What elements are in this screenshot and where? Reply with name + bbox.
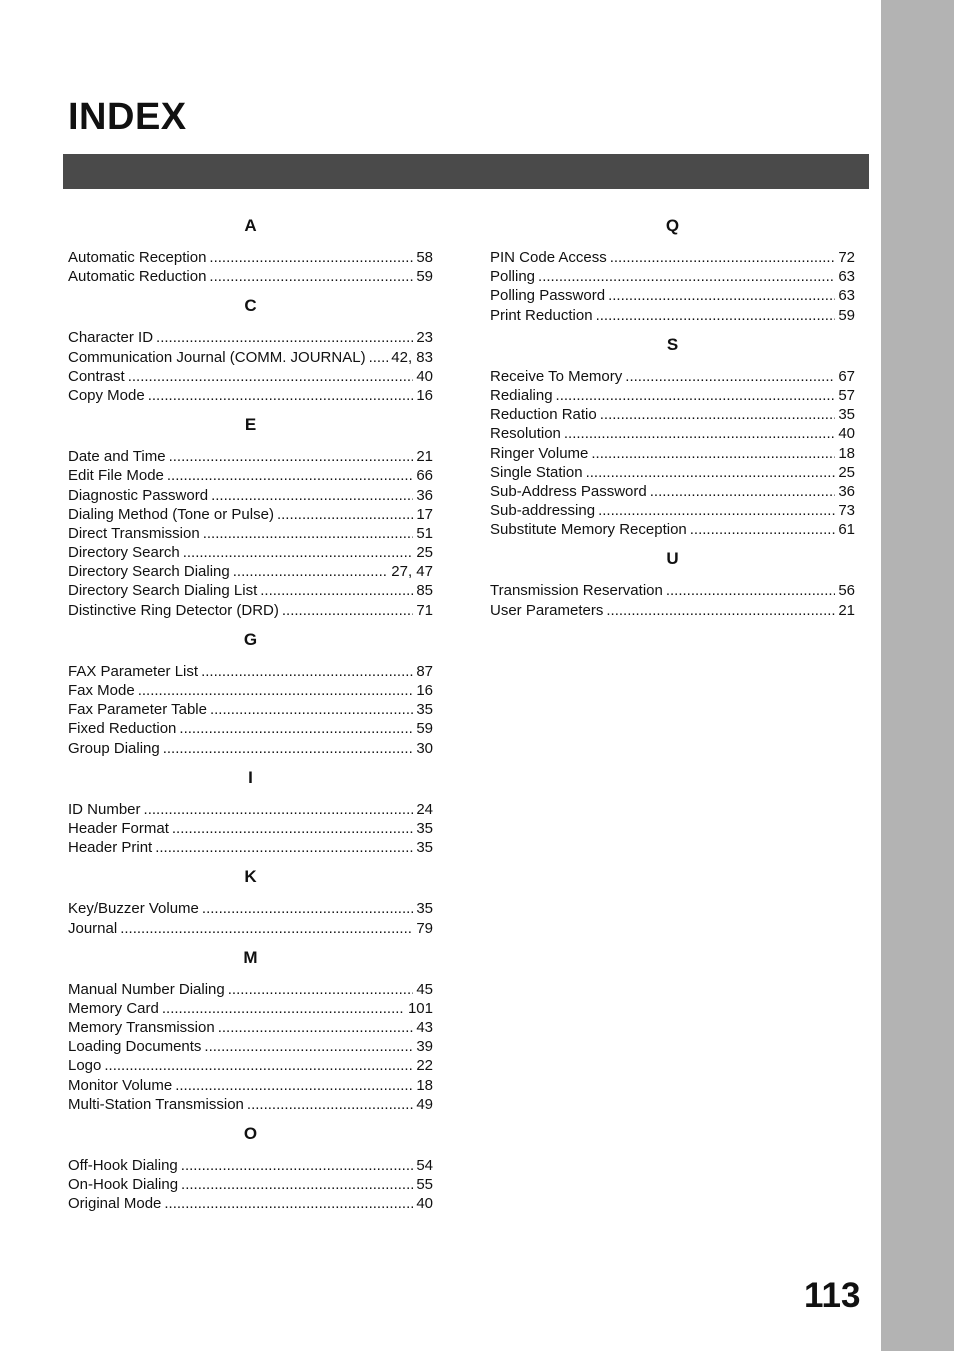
leader-dots [181, 1156, 414, 1175]
entry-label: Edit File Mode [68, 467, 164, 485]
leader-dots [209, 248, 413, 267]
leader-dots [183, 543, 414, 562]
index-entry [68, 800, 433, 819]
leader-dots [209, 267, 413, 286]
entry-label: Journal [68, 919, 118, 937]
leader-dots [167, 466, 413, 485]
leader-dots [608, 286, 835, 305]
index-section-k [68, 865, 433, 937]
entry-page: 16 [416, 682, 433, 699]
leader-dots [690, 520, 836, 539]
leader-dots [163, 739, 414, 758]
entry-label: Dialing Method (Tone or Pulse) [68, 505, 274, 523]
entry-page: 54 [416, 1157, 433, 1174]
entry-page: 73 [838, 502, 855, 520]
index-entry [68, 1037, 433, 1056]
leader-dots [155, 838, 413, 857]
index-entry [490, 267, 855, 286]
index-section-i [68, 766, 433, 858]
index-entry [490, 286, 855, 305]
index-entry [490, 306, 855, 325]
index-entry [68, 1175, 433, 1194]
index-entry [68, 466, 433, 485]
entry-label: Ringer Volume [490, 444, 589, 462]
index-entry [68, 447, 433, 466]
entry-page: 63 [838, 268, 855, 286]
entry-page: 56 [838, 582, 855, 600]
index-entry [490, 482, 855, 501]
entry-page: 40 [416, 367, 433, 385]
entry-page: 35 [416, 819, 433, 837]
leader-dots [586, 463, 836, 482]
index-entry [68, 1018, 433, 1037]
entry-label: Fax Mode [68, 682, 135, 699]
entry-label: Transmission Reservation [490, 582, 663, 600]
entry-label: Manual Number Dialing [68, 980, 225, 998]
entry-label: User Parameters [490, 601, 604, 619]
entry-label: Character ID [68, 329, 154, 347]
index-section-e [68, 413, 433, 620]
index-entry [490, 248, 855, 267]
leader-dots [144, 800, 414, 819]
entry-page: 40 [416, 1195, 433, 1213]
index-entry [490, 444, 855, 463]
index-section-g [68, 628, 433, 758]
index-entry [490, 501, 855, 520]
index-entry [68, 581, 433, 600]
entry-page: 42, 83 [391, 348, 433, 366]
leader-dots [164, 1194, 413, 1213]
index-entry [68, 248, 433, 267]
leader-dots [138, 681, 414, 700]
index-entry [68, 700, 433, 719]
index-section-s [490, 333, 855, 540]
entry-label: Directory Search [68, 544, 180, 562]
index-entry [490, 463, 855, 482]
index-entry [68, 838, 433, 857]
leader-dots [606, 601, 835, 620]
entry-label: Fax Parameter Table [68, 701, 207, 719]
leader-dots [538, 267, 835, 286]
entry-page: 36 [416, 486, 433, 504]
title-bar [63, 154, 869, 189]
index-entry [68, 1076, 433, 1095]
entry-label: Monitor Volume [68, 1076, 173, 1094]
entry-page: 63 [838, 287, 855, 305]
side-band [881, 0, 954, 1351]
entry-page: 58 [416, 249, 433, 266]
index-entry [490, 581, 855, 600]
entry-label: Memory Transmission [68, 1019, 215, 1037]
entry-label: Original Mode [68, 1195, 162, 1213]
entry-page: 57 [838, 386, 855, 404]
entry-label: Sub-addressing [490, 502, 596, 520]
index-entry [68, 348, 433, 367]
leader-dots [598, 501, 835, 520]
entry-page: 16 [416, 386, 433, 404]
entry-page: 87 [416, 662, 433, 680]
leader-dots [596, 306, 836, 325]
entry-page: 72 [838, 249, 855, 266]
entry-page: 59 [416, 720, 433, 738]
index-entry [490, 601, 855, 620]
entry-page: 21 [416, 448, 433, 466]
entry-label: Fixed Reduction [68, 720, 177, 738]
entry-label: Automatic Reduction [68, 268, 207, 286]
entry-page: 49 [416, 1095, 433, 1113]
leader-dots [564, 424, 835, 443]
index-entry [68, 1194, 433, 1213]
entry-page: 55 [416, 1176, 433, 1194]
index-entry [68, 386, 433, 405]
entry-page: 61 [838, 521, 855, 539]
entry-page: 35 [416, 839, 433, 857]
index-entry [68, 719, 433, 738]
entry-label: Distinctive Ring Detector (DRD) [68, 601, 279, 619]
entry-page: 101 [407, 999, 433, 1017]
entry-page: 25 [416, 544, 433, 562]
index-section-o [68, 1122, 433, 1214]
entry-label: Receive To Memory [490, 367, 623, 385]
entry-page: 85 [416, 582, 433, 600]
index-entry [68, 1095, 433, 1114]
entry-label: On-Hook Dialing [68, 1176, 179, 1194]
leader-dots [175, 1076, 413, 1095]
leader-dots [204, 1037, 413, 1056]
index-entry [68, 980, 433, 999]
index-column-left [68, 214, 433, 1222]
entry-page: 30 [416, 739, 433, 757]
page-number: 113 [804, 1276, 861, 1315]
entry-label: Substitute Memory Reception [490, 521, 687, 539]
entry-page: 27, 47 [391, 563, 433, 581]
entry-page: 25 [838, 463, 855, 481]
entry-label: Diagnostic Password [68, 486, 209, 504]
leader-dots [211, 486, 413, 505]
index-entry [490, 405, 855, 424]
entry-page: 43 [416, 1019, 433, 1037]
entry-page: 35 [416, 900, 433, 918]
leader-dots [233, 562, 389, 581]
leader-dots [369, 348, 389, 367]
leader-dots [181, 1175, 413, 1194]
index-entry [68, 919, 433, 938]
entry-page: 39 [416, 1038, 433, 1056]
section-letter: E [244, 415, 257, 435]
entry-page: 22 [416, 1057, 433, 1075]
entry-label: Directory Search Dialing List [68, 582, 258, 600]
leader-dots [162, 999, 405, 1018]
leader-dots [228, 980, 414, 999]
index-entry [68, 524, 433, 543]
entry-page: 23 [416, 329, 433, 347]
section-letter: U [666, 549, 679, 569]
leader-dots [218, 1018, 414, 1037]
section-letter: S [666, 334, 679, 354]
index-column-right [490, 214, 855, 628]
entry-label: Header Print [68, 839, 153, 857]
entry-page: 79 [416, 919, 433, 937]
index-section-c [68, 294, 433, 405]
index-entry [68, 505, 433, 524]
index-entry [68, 486, 433, 505]
leader-dots [120, 919, 413, 938]
index-section-a [68, 214, 433, 286]
leader-dots [156, 328, 413, 347]
leader-dots [201, 662, 413, 681]
index-entry [68, 367, 433, 386]
page-title: INDEX [68, 96, 187, 138]
entry-label: Loading Documents [68, 1038, 202, 1056]
leader-dots [169, 447, 414, 466]
entry-label: Key/Buzzer Volume [68, 900, 199, 918]
entry-page: 59 [838, 306, 855, 324]
section-letter: K [244, 867, 257, 887]
entry-label: Contrast [68, 367, 125, 385]
index-entry [68, 601, 433, 620]
index-entry [490, 424, 855, 443]
entry-page: 18 [416, 1076, 433, 1094]
section-letter: G [243, 629, 258, 649]
entry-label: Header Format [68, 819, 169, 837]
entry-label: Copy Mode [68, 386, 145, 404]
index-entry [68, 662, 433, 681]
entry-label: Group Dialing [68, 739, 160, 757]
entry-page: 45 [416, 980, 433, 998]
leader-dots [625, 367, 835, 386]
leader-dots [610, 248, 836, 267]
entry-page: 36 [838, 482, 855, 500]
entry-label: Polling Password [490, 287, 606, 305]
leader-dots [179, 719, 413, 738]
leader-dots [247, 1095, 413, 1114]
leader-dots [282, 601, 413, 620]
leader-dots [172, 819, 413, 838]
index-section-u [490, 547, 855, 619]
index-entry [68, 999, 433, 1018]
entry-label: Date and Time [68, 448, 166, 466]
index-entry [68, 543, 433, 562]
leader-dots [128, 367, 414, 386]
leader-dots [202, 899, 413, 918]
section-letter: I [248, 767, 253, 787]
entry-label: Sub-Address Password [490, 482, 647, 500]
section-letter: M [243, 947, 258, 967]
leader-dots [600, 405, 836, 424]
entry-label: PIN Code Access [490, 249, 607, 266]
leader-dots [104, 1056, 413, 1075]
entry-label: Direct Transmission [68, 524, 200, 542]
leader-dots [260, 581, 413, 600]
entry-label: FAX Parameter List [68, 662, 199, 680]
entry-page: 17 [416, 505, 433, 523]
entry-label: Redialing [490, 386, 553, 404]
index-section-m [68, 946, 433, 1114]
leader-dots [591, 444, 835, 463]
index-entry [68, 819, 433, 838]
entry-label: Single Station [490, 463, 583, 481]
leader-dots [203, 524, 414, 543]
entry-page: 18 [838, 444, 855, 462]
entry-label: Off-Hook Dialing [68, 1157, 178, 1174]
entry-label: Automatic Reception [68, 249, 207, 266]
index-entry [68, 267, 433, 286]
entry-label: Polling [490, 268, 536, 286]
entry-page: 35 [838, 406, 855, 424]
entry-label: Memory Card [68, 999, 159, 1017]
entry-page: 24 [416, 800, 433, 818]
index-entry [68, 1156, 433, 1175]
index-entry [68, 1056, 433, 1075]
entry-label: Reduction Ratio [490, 406, 597, 424]
index-entry [68, 899, 433, 918]
entry-page: 59 [416, 268, 433, 286]
entry-page: 21 [838, 601, 855, 619]
entry-page: 66 [416, 467, 433, 485]
entry-label: ID Number [68, 800, 141, 818]
index-entry [68, 739, 433, 758]
entry-page: 71 [416, 601, 433, 619]
index-entry [68, 328, 433, 347]
entry-page: 35 [416, 701, 433, 719]
leader-dots [210, 700, 413, 719]
index-entry [490, 520, 855, 539]
entry-label: Print Reduction [490, 306, 593, 324]
section-letter: C [244, 296, 257, 316]
leader-dots [556, 386, 836, 405]
index-section-q [490, 214, 855, 325]
leader-dots [666, 581, 835, 600]
leader-dots [148, 386, 414, 405]
index-entry [490, 386, 855, 405]
entry-label: Communication Journal (COMM. JOURNAL) [68, 348, 366, 366]
entry-label: Resolution [490, 425, 561, 443]
leader-dots [650, 482, 836, 501]
entry-page: 40 [838, 425, 855, 443]
leader-dots [277, 505, 413, 524]
section-letter: O [243, 1124, 258, 1143]
entry-page: 67 [838, 367, 855, 385]
entry-label: Directory Search Dialing [68, 563, 230, 581]
entry-label: Logo [68, 1057, 102, 1075]
index-entry [68, 562, 433, 581]
entry-page: 51 [416, 524, 433, 542]
entry-label: Multi-Station Transmission [68, 1095, 244, 1113]
section-letter: A [244, 216, 257, 235]
index-entry [68, 681, 433, 700]
index-entry [490, 367, 855, 386]
section-letter: Q [665, 216, 680, 235]
